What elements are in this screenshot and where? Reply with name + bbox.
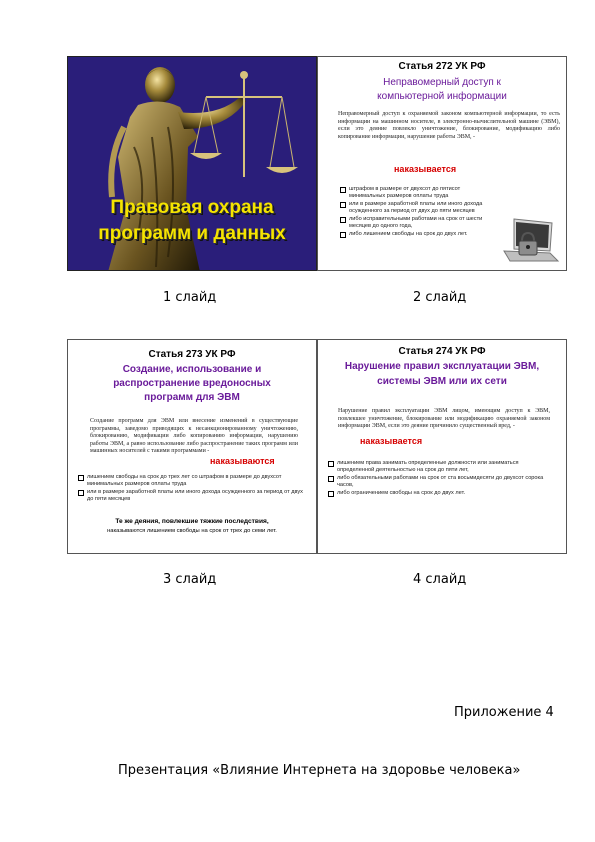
list-item: лишением свободы на срок до трех лет со штрафом в размере до двухсот минимальных размеров оплаты труда bbox=[78, 474, 303, 488]
slide-4-punishment: наказывается bbox=[360, 436, 423, 446]
slide-4-punishment-list bbox=[328, 460, 556, 498]
slide-3-grave-line-1: Те же деяния, повлекшие тяжкие последствия, bbox=[115, 518, 269, 525]
slide-4-heading-line-1: Нарушение правил эксплуатации ЭВМ, bbox=[344, 361, 540, 372]
slide-4-article: Статья 274 УК РФ bbox=[398, 346, 486, 357]
slide-4 bbox=[317, 339, 567, 554]
laptop-with-lock-image bbox=[500, 215, 560, 267]
slide-3-punishment-list bbox=[78, 474, 303, 504]
appendix-label: Приложение 4 bbox=[454, 705, 554, 720]
slide-3-article: Статья 273 УК РФ bbox=[148, 349, 236, 360]
slide-3-heading-line-1: Создание, использование и bbox=[122, 364, 262, 375]
presentation-title: Презентация «Влияние Интернета на здоровье человека» bbox=[118, 763, 521, 778]
slide-2-body: Неправомерный доступ к охраняемой законом компьютерной информации, то есть информации на машинном носителе, в электронно-вычислительной машине (ЭВМ), если это деяние повлекло уничтожение, блокирование, модификацию либо копирование информации, нарушение работы ЭВМ, - bbox=[338, 111, 560, 140]
list-item: либо исправительными работами на срок от шести месяцев до одного года, bbox=[340, 216, 490, 230]
slide-3 bbox=[67, 339, 317, 554]
slide-2-caption: 2 слайд bbox=[413, 290, 467, 305]
list-item: штрафом в размере от двухсот до пятисот минимальных размеров оплаты труда bbox=[340, 186, 490, 200]
slide-3-heading-line-3: программ для ЭВМ bbox=[144, 392, 240, 403]
slide-1 bbox=[67, 56, 317, 271]
slide-1-caption: 1 слайд bbox=[163, 290, 217, 305]
slide-1-title-line-2: программ и данных bbox=[98, 223, 286, 244]
slide-2-article: Статья 272 УК РФ bbox=[398, 61, 486, 72]
list-item: либо обязательными работами на срок от ста восьмидесяти до двухсот сорока часов, bbox=[328, 475, 556, 489]
list-item: лишением права занимать определенные должности или заниматься определенной деятельностью на срок до пяти лет, bbox=[328, 460, 556, 474]
list-item: либо ограничением свободы на срок до двух лет. bbox=[328, 490, 556, 497]
list-item: или в размере заработной платы или иного дохода осужденного за период от двух до пяти месяцев bbox=[340, 201, 490, 215]
slide-3-body: Создание программ для ЭВМ или внесение изменений в существующие программы, заведомо приводящих к несанкционированному уничтожению, блокированию, модификации либо копированию информации, нарушению работы ЭВМ, а равно использование либо распространение таких программ или машинных носителей с такими программами - bbox=[90, 418, 298, 454]
list-item: либо лишением свободы на срок до двух лет. bbox=[340, 231, 490, 238]
slide-3-caption: 3 слайд bbox=[163, 572, 217, 587]
slide-2-heading-line-1: Неправомерный доступ к bbox=[383, 77, 501, 88]
slide-4-heading-line-2: системы ЭВМ или их сети bbox=[377, 376, 507, 387]
slide-2-punishment-list bbox=[340, 186, 490, 239]
slide-3-heading-line-2: распространение вредоносных bbox=[113, 378, 271, 389]
slide-4-body: Нарушение правил эксплуатации ЭВМ лицом, имеющим доступ к ЭВМ, повлекшее уничтожение, блокирование или модификацию охраняемой законом информации ЭВМ, если это деяние причинило существенный вред, - bbox=[338, 408, 550, 429]
slide-3-grave-line-2: наказываются лишением свободы на срок от трех до семи лет. bbox=[107, 528, 277, 534]
slide-4-caption: 4 слайд bbox=[413, 572, 467, 587]
slide-3-punishment: наказываются bbox=[210, 456, 275, 466]
list-item: или в размере заработной платы или иного дохода осужденного за период от двух до пяти месяцев bbox=[78, 489, 303, 503]
slide-2-heading-line-2: компьютерной информации bbox=[377, 91, 507, 102]
slide-2-punishment: наказывается bbox=[394, 164, 457, 174]
slide-1-title-line-1: Правовая охрана bbox=[110, 197, 274, 218]
slide-2 bbox=[317, 56, 567, 271]
